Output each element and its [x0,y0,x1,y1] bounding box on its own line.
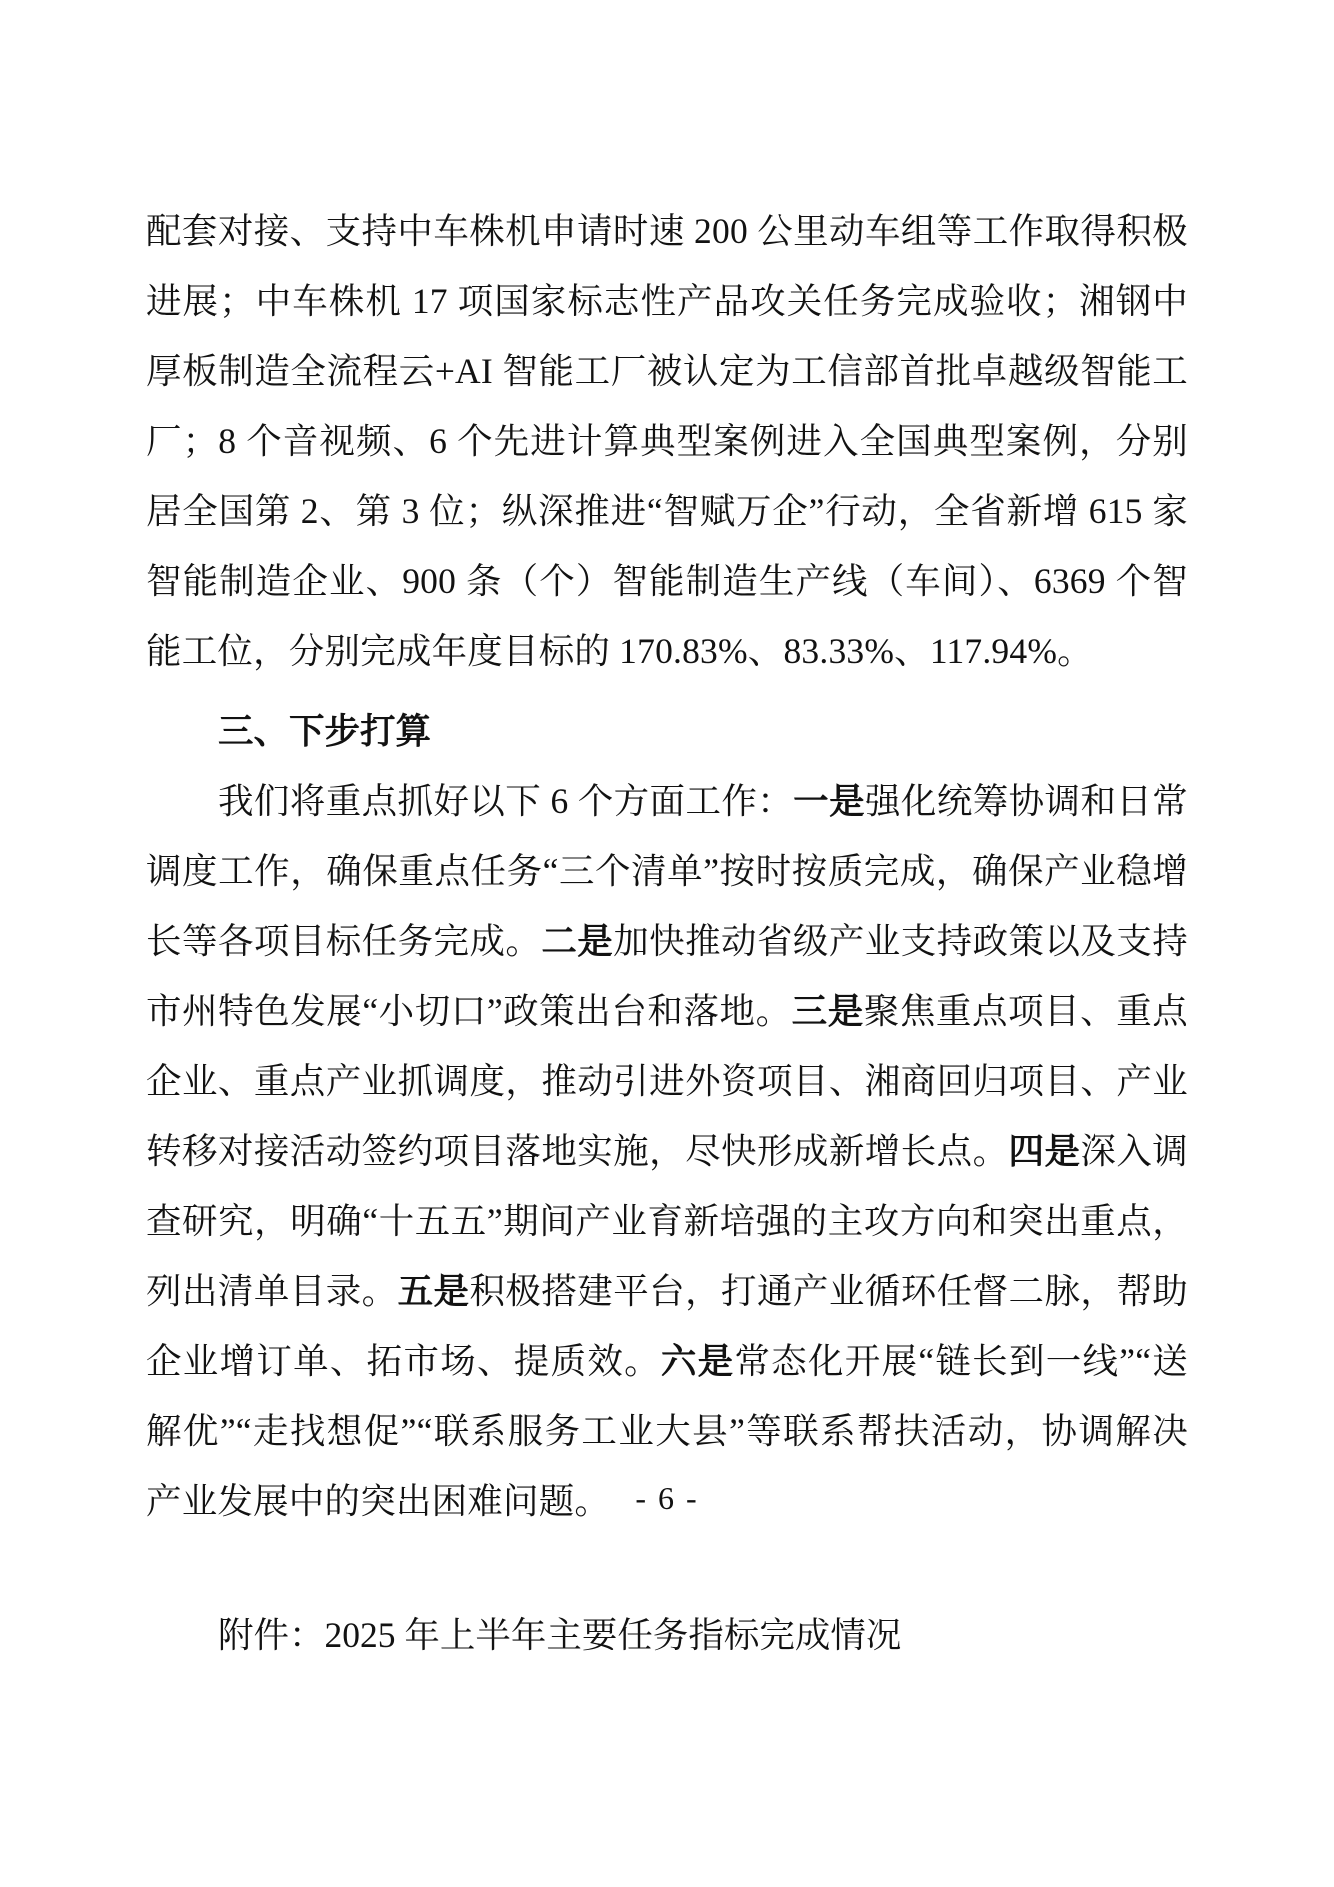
plan-text-2: 加快推动省级产业支持政策以及支持市州特色发展“小切口”政策出台和落地。 [146,921,1189,1031]
plan-text-3: 聚焦重点项目、重点企业、重点产业抓调度，推动引进外资项目、湘商回归项目、产业转移对接活动签约项目落地实施，尽快形成新增长点。 [146,991,1188,1171]
plan-marker-2: 二是 [541,921,614,961]
paragraph-next-steps [146,766,1188,1536]
spacer [146,686,1188,696]
section-heading-next-steps: 三、下步打算 [218,711,432,751]
plan-text-4: 深入调查研究，明确“十五五”期间产业育新培强的主攻方向和突出重点，列出清单目录。 [146,1131,1188,1311]
plan-marker-3: 三是 [791,991,864,1031]
plan-marker-6: 六是 [660,1341,735,1381]
plan-text-5: 积极搭建平台，打通产业循环任督二脉，帮助企业增订单、拓市场、提质效。 [146,1271,1188,1381]
plan-lead: 我们将重点抓好以下 6 个方面工作： [218,781,794,821]
spacer [146,1536,1188,1600]
page-number: - 6 - [635,1480,699,1516]
attachment-line [146,1600,1188,1670]
paragraph-achievements: 配套对接、支持中车株机申请时速 200 公里动车组等工作取得积极进展；中车株机 17 项国家标志性产品攻关任务完成验收；湘钢中厚板制造全流程云+AI 智能工厂被认定为工信部首批卓越级智能工厂；8 个音视频、6 个先进计算典型案例进入全国典型案例，分别居全国第 2、第 3 位；纵深推进“智赋万企”行动，全省新增 615 家智能制造企业、900 条（个）智能制造生产线（车间）、6369 个智能工位，分别完成年度目标的 170.83%、83.33%、117.94%。 [146,211,1188,671]
plan-text-1: 强化统筹协调和日常调度工作，确保重点任务“三个清单”按时按质完成，确保产业稳增长等各项目标任务完成。 [146,781,1188,961]
plan-marker-5: 五是 [397,1271,470,1311]
attachment-title: 2025 年上半年主要任务指标完成情况 [324,1615,902,1655]
page-content [146,196,1188,1670]
plan-marker-1: 一是 [793,781,865,821]
plan-marker-4: 四是 [1008,1131,1081,1171]
plan-text-6: 常态化开展“链长到一线”“送解优”“走找想促”“联系服务工业大县”等联系帮扶活动，协调解决产业发展中的突出困难问题。 [146,1341,1188,1521]
attachment-label: 附件： [218,1615,325,1655]
